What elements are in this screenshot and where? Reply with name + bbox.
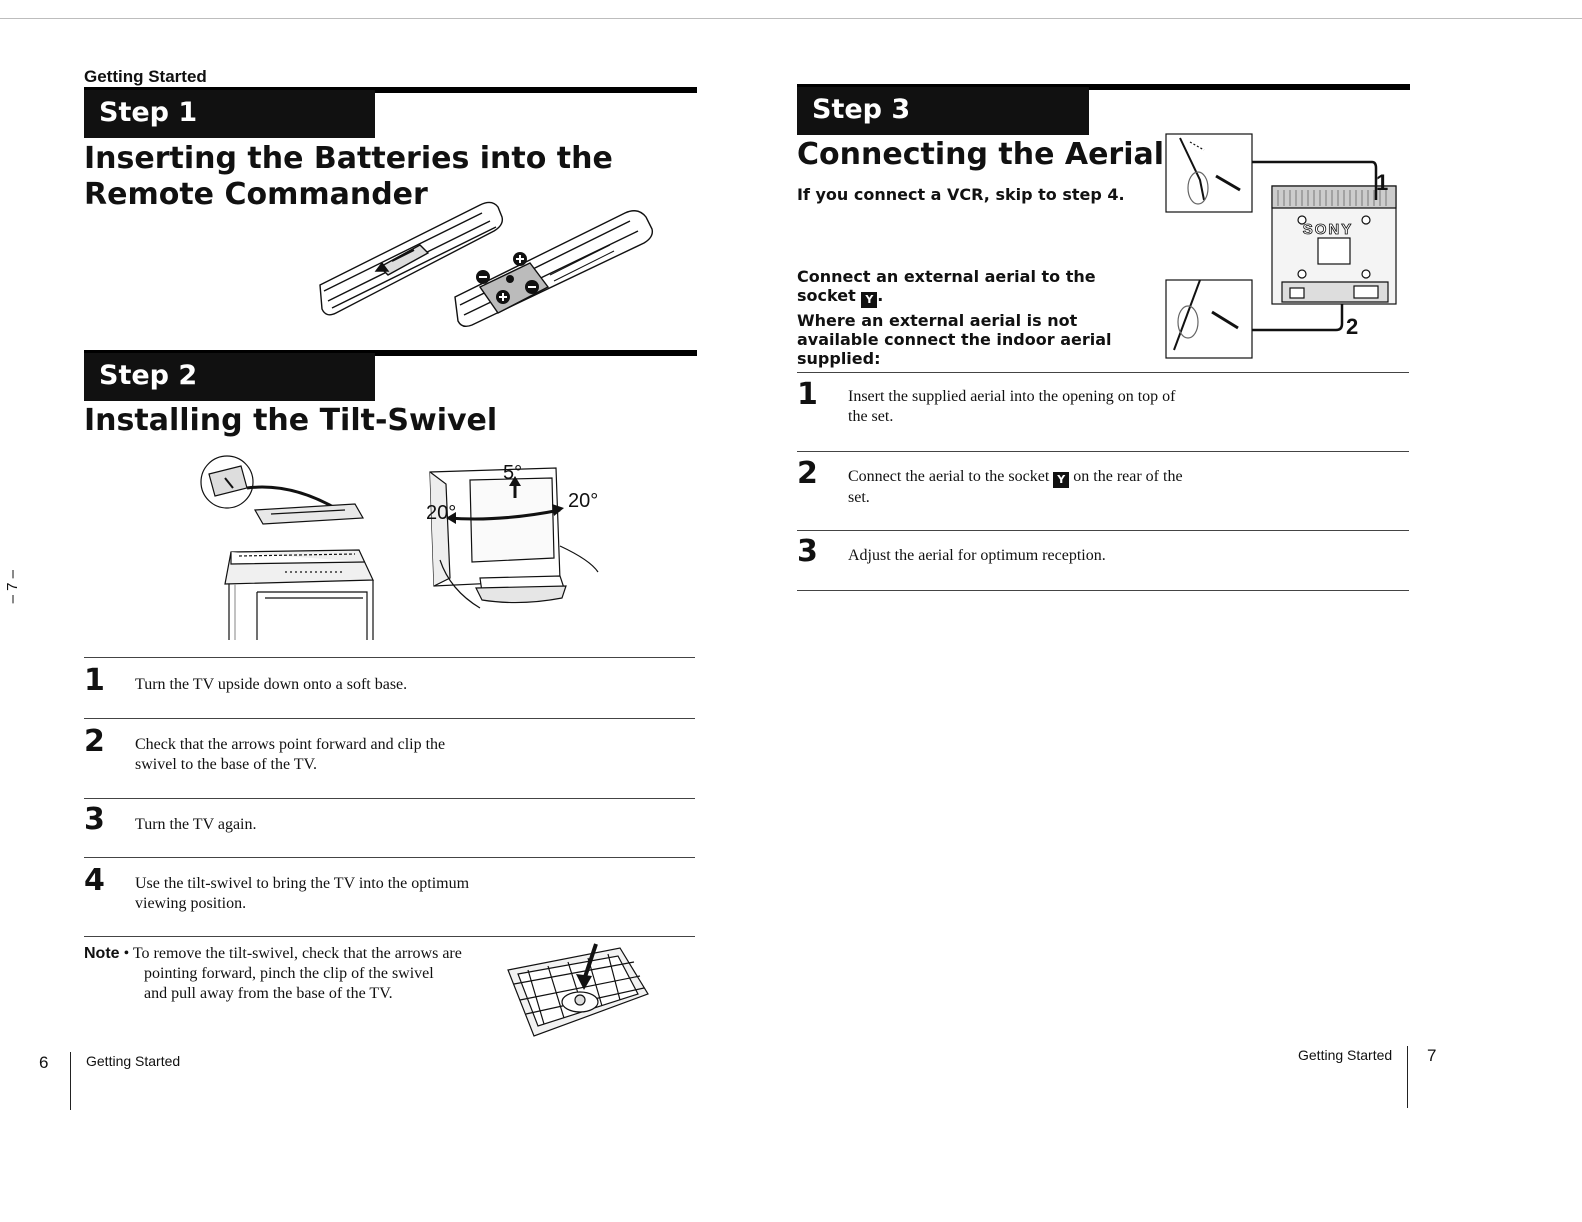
note: Note • To remove the tilt-swivel, check that the arrows are pointing forward, pinch the clip of the swivel and pull away from the base of the TV. [84,944,514,1004]
list-item-text [135,815,615,835]
text-line: Connect the aerial to the socket [848,468,1050,485]
list-item-number: 1 [797,377,818,412]
angle-right-label: 20° [568,490,599,512]
divider [797,590,1409,591]
instruction-line4: available connect the indoor aerial [797,330,1112,349]
aerial-connection-diagram [1160,130,1405,362]
sony-logo: SONY [1302,221,1354,238]
list-item-text [848,387,1328,427]
text-line: set. [848,489,870,506]
side-page-mark [4,570,21,604]
step1-title-line2: Remote Commander [84,177,428,212]
text-line: Insert the supplied aerial into the opening on top of [848,388,1176,405]
list-item-text [135,874,615,914]
text-line: Turn the TV upside down onto a soft base. [135,676,408,693]
text-line: Use the tilt-swivel to bring the TV into the optimum [135,875,470,892]
step2-title: Installing the Tilt-Swivel [84,403,498,438]
instruction-line3: Where an external aerial is not [797,311,1078,330]
aerial-rear-detail [1166,280,1252,358]
text-line: Adjust the aerial for optimum reception. [848,547,1106,564]
text-line: viewing position. [135,895,247,912]
tilt-swivel-attach-illustration [195,452,385,640]
top-rule [0,18,1582,19]
callout-1: 1 [1376,170,1389,195]
list-item-text [135,735,615,775]
divider [797,530,1409,531]
note-line3: and pull away from the base of the TV. [144,985,393,1002]
angle-top-label: 5° [503,462,523,484]
divider [84,936,695,937]
divider [84,798,695,799]
note-label: Note [84,945,120,962]
callout-2: 2 [1346,314,1359,339]
left-footer-label: Getting Started [86,1053,181,1069]
divider [797,451,1409,452]
text-line: swivel to the base of the TV. [135,756,318,773]
list-item-text [135,675,615,695]
divider [84,718,695,719]
text-line: Turn the TV again. [135,816,257,833]
left-page-number: 6 [39,1053,49,1072]
right-page-number: 7 [1427,1046,1437,1065]
divider [84,657,695,658]
step2-label: Step 2 [84,353,375,401]
note-line2: pointing forward, pinch the clip of the swivel [144,965,434,982]
text-line: the set. [848,408,894,425]
list-item-text [848,546,1328,566]
side-page-mark-text: – 7 – [4,570,21,604]
list-item-number: 3 [84,802,105,837]
text-line: Check that the arrows point forward and clip the [135,736,446,753]
instruction-line5: supplied: [797,349,881,368]
remote-commander-illustration [310,195,660,335]
list-item-number: 2 [84,724,105,759]
section-label: Getting Started [84,67,207,86]
step3-title: Connecting the Aerial [797,137,1165,172]
footer-divider-right [1407,1046,1408,1108]
list-item-number: 3 [797,534,818,569]
aerial-socket-icon: Y [1053,472,1069,488]
list-item-number: 1 [84,663,105,698]
aerial-top-detail [1166,134,1252,212]
note-line1: To remove the tilt-swivel, check that the arrows are [132,945,462,962]
text-line: on the rear of the [1073,468,1183,485]
step3-subtitle: If you connect a VCR, skip to step 4. [797,185,1125,204]
list-item-number: 2 [797,456,818,491]
right-footer-label: Getting Started [1298,1047,1393,1063]
step1-label: Step 1 [84,90,375,138]
footer-divider-left [70,1052,71,1110]
instruction-line2: socket [797,286,856,305]
list-item-text [848,467,1328,508]
step1-title-line1: Inserting the Batteries into the [84,141,613,176]
divider [84,857,695,858]
step3-instruction: Connect an external aerial to the socket Y . Where an external aerial is not available connect the indoor aerial supplied: [797,267,1157,368]
divider [797,372,1409,373]
swivel-removal-illustration [500,940,655,1040]
instruction-line1: Connect an external aerial to the [797,267,1096,286]
list-item-number: 4 [84,863,105,898]
step3-label: Step 3 [797,87,1089,135]
aerial-socket-icon: Y [861,292,877,308]
angle-left-label: 20° [426,502,457,524]
